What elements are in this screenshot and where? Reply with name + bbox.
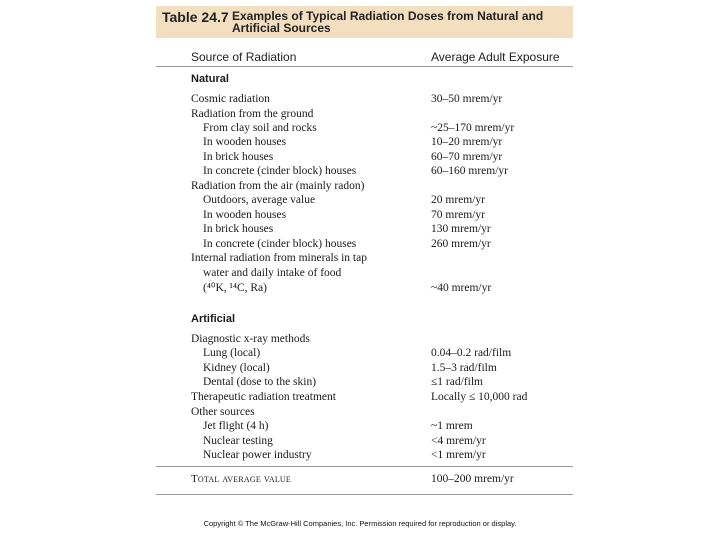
row-source: Total average value — [191, 473, 291, 485]
table-row — [0, 92, 720, 107]
bottom-rule — [156, 494, 573, 495]
table-row — [0, 222, 720, 237]
row-exposure: Locally ≤ 10,000 rad — [431, 391, 528, 403]
row-source: Radiation from the ground — [191, 108, 314, 120]
row-source: Artificial — [191, 313, 236, 325]
table-row — [0, 164, 720, 179]
row-exposure: 20 mrem/yr — [431, 194, 485, 206]
table-row — [0, 193, 720, 208]
section-heading-row — [0, 72, 720, 87]
row-source: Jet flight (4 h) — [203, 420, 269, 432]
table-row — [0, 361, 720, 376]
row-source: Cosmic radiation — [191, 93, 270, 105]
row-exposure: ~40 mrem/yr — [431, 282, 492, 294]
row-source: In concrete (cinder block) houses — [203, 165, 357, 177]
table-row — [0, 281, 720, 296]
table-number: Table 24.7 — [162, 9, 229, 25]
table-row — [0, 208, 720, 223]
row-exposure: ≤1 rad/film — [431, 376, 483, 388]
row-source: In wooden houses — [203, 209, 287, 221]
total-rule — [156, 466, 573, 467]
row-exposure: ~25–170 mrem/yr — [431, 122, 515, 134]
row-source: In brick houses — [203, 223, 274, 235]
row-exposure: <4 mrem/yr — [431, 435, 486, 447]
row-source: Dental (dose to the skin) — [203, 376, 317, 388]
row-source: Diagnostic x-ray methods — [191, 333, 310, 345]
column-header-exposure: Average Adult Exposure — [431, 50, 560, 64]
row-source: water and daily intake of food — [203, 267, 342, 279]
row-source: In concrete (cinder block) houses — [203, 238, 357, 250]
column-header-source: Source of Radiation — [191, 50, 297, 64]
table-title: Examples of Typical Radiation Doses from Natural and Artificial Sources — [232, 9, 544, 35]
table-row — [0, 390, 720, 405]
row-exposure: 100–200 mrem/yr — [431, 473, 514, 485]
row-source: Therapeutic radiation treatment — [191, 391, 336, 403]
row-source: Internal radiation from minerals in tap — [191, 252, 367, 264]
section-heading-row — [0, 312, 720, 327]
row-exposure: 260 mrem/yr — [431, 238, 491, 250]
row-exposure: 60–160 mrem/yr — [431, 165, 508, 177]
row-exposure: <1 mrem/yr — [431, 449, 486, 461]
table-row — [0, 150, 720, 165]
table-row — [0, 405, 720, 420]
row-source: Radiation from the air (mainly radon) — [191, 180, 365, 192]
row-source: Natural — [191, 73, 229, 85]
header-rule — [156, 66, 573, 67]
copyright-notice: Copyright © The McGraw-Hill Companies, Inc. Permission required for reproduction or display. — [203, 519, 517, 528]
row-source: Nuclear power industry — [203, 449, 312, 461]
total-row — [0, 472, 720, 487]
table-row — [0, 448, 720, 463]
table-row — [0, 251, 720, 266]
row-source: In wooden houses — [203, 136, 287, 148]
row-source: Nuclear testing — [203, 435, 273, 447]
row-exposure: 30–50 mrem/yr — [431, 93, 503, 105]
table-row — [0, 346, 720, 361]
table-row — [0, 121, 720, 136]
row-exposure: 1.5–3 rad/film — [431, 362, 497, 374]
row-exposure: 0.04–0.2 rad/film — [431, 347, 512, 359]
table-row — [0, 332, 720, 347]
table-row — [0, 179, 720, 194]
table-row — [0, 375, 720, 390]
table-row — [0, 434, 720, 449]
row-source: (⁴⁰K, ¹⁴C, Ra) — [203, 282, 267, 294]
row-exposure: 130 mrem/yr — [431, 223, 491, 235]
row-source: In brick houses — [203, 151, 274, 163]
row-exposure: 10–20 mrem/yr — [431, 136, 503, 148]
row-source: Other sources — [191, 406, 255, 418]
row-source: Lung (local) — [203, 347, 261, 359]
table-title-band — [156, 6, 573, 38]
table-row — [0, 237, 720, 252]
row-source: From clay soil and rocks — [203, 122, 317, 134]
row-exposure: ~1 mrem — [431, 420, 473, 432]
row-source: Outdoors, average value — [203, 194, 316, 206]
row-exposure: 70 mrem/yr — [431, 209, 485, 221]
table-row — [0, 135, 720, 150]
row-source: Kidney (local) — [203, 362, 270, 374]
table-row — [0, 107, 720, 122]
row-exposure: 60–70 mrem/yr — [431, 151, 503, 163]
table-row — [0, 419, 720, 434]
table-row — [0, 266, 720, 281]
